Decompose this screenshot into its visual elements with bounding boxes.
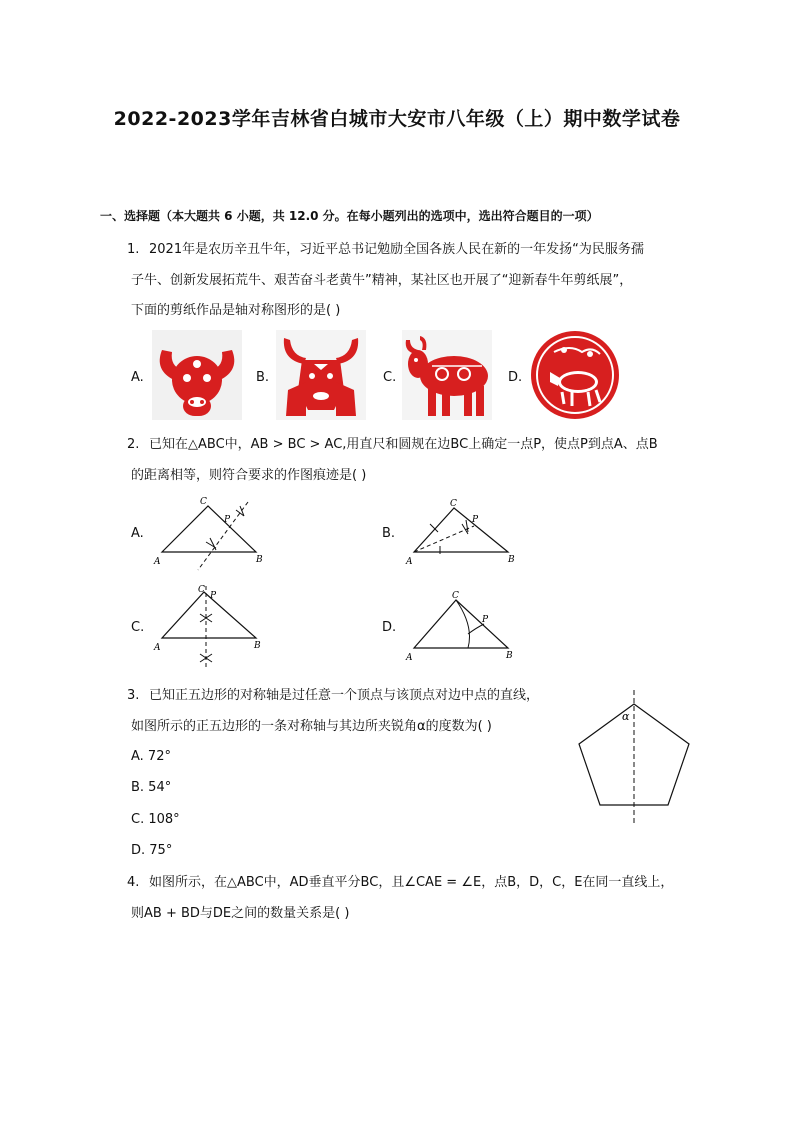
ox-face-papercut-image	[152, 330, 242, 420]
q2-line1: 2. 已知在△ABC中，AB > BC > AC,用直尺和圆规在边BC上确定一点P，使点P到点A、点B	[127, 437, 658, 452]
q3-option-a: A. 72°	[131, 749, 171, 764]
q1-line3: 下面的剪纸作品是轴对称图形的是( )	[131, 303, 341, 318]
q2-figure-c	[150, 580, 270, 674]
q3-option-c: C. 108°	[131, 812, 180, 827]
label-p: P	[472, 515, 479, 525]
ox-side-papercut-image	[402, 330, 492, 420]
q2-option-d-label: D.	[382, 620, 397, 635]
q2-option-a-label: A.	[131, 526, 144, 541]
q3-option-b: B. 54°	[131, 780, 172, 795]
q3-line1: 3. 已知正五边形的对称轴是过任意一个顶点与该顶点对边中点的直线，	[127, 688, 540, 703]
alpha-label: α	[622, 710, 630, 723]
q2-number: 2.	[127, 437, 140, 452]
label-a: A	[154, 643, 161, 653]
label-p: P	[224, 515, 231, 525]
label-c: C	[452, 591, 459, 601]
q4-number: 4.	[127, 875, 140, 890]
q4-line2: 则AB + BD与DE之间的数量关系是( )	[131, 906, 350, 921]
q2-figure-b	[402, 494, 522, 578]
q1-option-b-label: B.	[256, 370, 270, 385]
exam-title: 2022-2023学年吉林省白城市大安市八年级（上）期中数学试卷	[113, 108, 681, 130]
q3-line2: 如图所示的正五边形的一条对称轴与其边所夹锐角α的度数为( )	[131, 719, 492, 734]
section-heading: 一、选择题（本大题共 6 小题，共 12.0 分。在每小题列出的选项中，选出符合题目的一项）	[100, 209, 599, 223]
q4-line1: 4. 如图所示，在△ABC中，AD垂直平分BC，且∠CAE = ∠E，点B，D，C，E在同一直线上，	[127, 875, 674, 890]
label-c: C	[200, 497, 207, 507]
q1-line2: 子牛、创新发展拓荒牛、艰苦奋斗老黄牛”精神，某社区也开展了“迎新春牛年剪纸展”，	[131, 273, 633, 288]
q2-figure-a	[150, 494, 270, 578]
label-a: A	[154, 557, 161, 567]
label-a: A	[406, 653, 413, 663]
label-p: P	[210, 591, 217, 601]
q2-option-c-label: C.	[131, 620, 145, 635]
q1-option-c-label: C.	[383, 370, 397, 385]
ox-horned-papercut-image	[276, 330, 366, 420]
label-a: A	[406, 557, 413, 567]
q3-number: 3.	[127, 688, 140, 703]
label-b: B	[506, 651, 513, 661]
q2-figure-d	[402, 586, 522, 670]
q1-option-d-label: D.	[508, 370, 523, 385]
q2-line2: 的距离相等，则符合要求的作图痕迹是( )	[131, 468, 367, 483]
q3-option-d: D. 75°	[131, 843, 173, 858]
label-b: B	[254, 641, 261, 651]
label-c: C	[450, 499, 457, 509]
label-b: B	[256, 555, 263, 565]
label-c: C	[198, 585, 205, 595]
q2-option-b-label: B.	[382, 526, 396, 541]
q1-option-a-label: A.	[131, 370, 144, 385]
label-p: P	[482, 615, 489, 625]
q1-number: 1.	[127, 242, 140, 257]
q1-line1: 1. 2021年是农历辛丑牛年，习近平总书记勉励全国各族人民在新的一年发扬“为民服务孺	[127, 242, 644, 257]
ox-circle-papercut-image	[530, 330, 620, 420]
pentagon-figure	[572, 686, 696, 830]
label-b: B	[508, 555, 515, 565]
